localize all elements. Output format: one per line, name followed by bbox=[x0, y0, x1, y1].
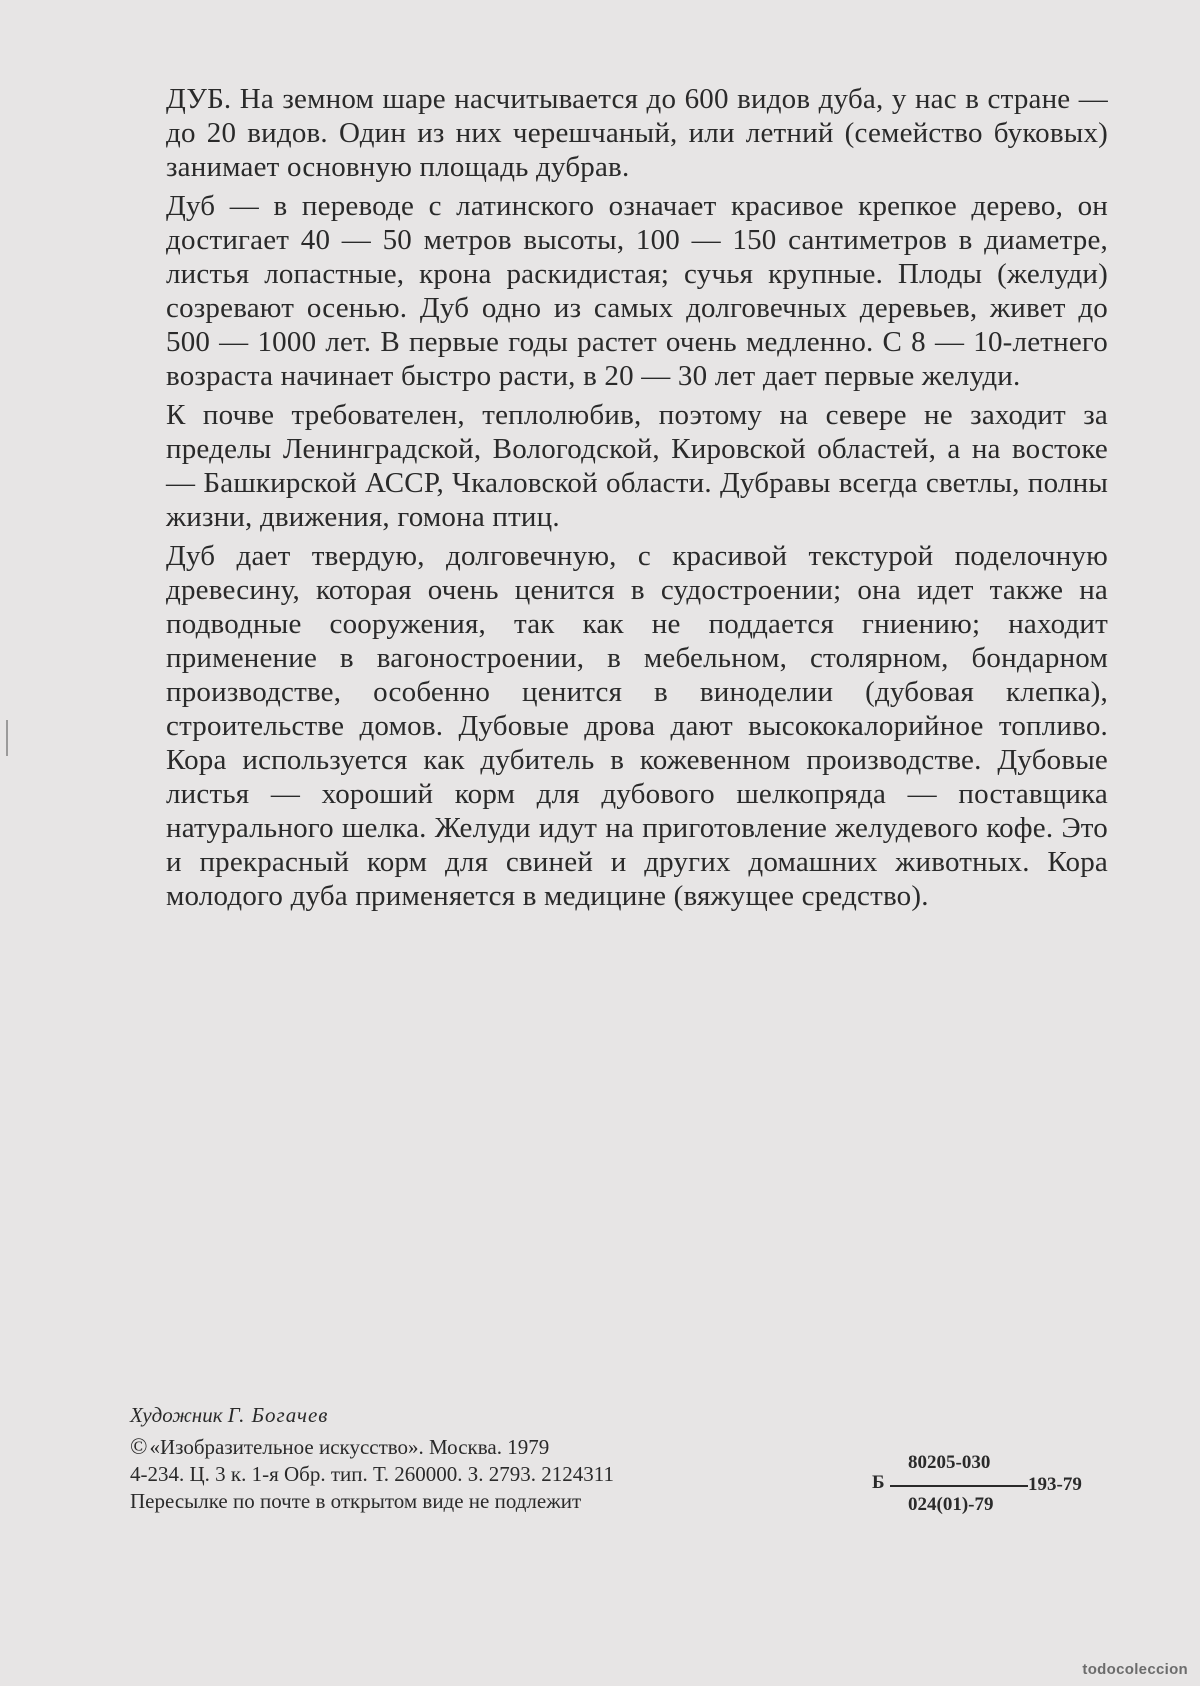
publisher-text: «Изобразительное искусство». Москва. 1979 bbox=[149, 1435, 550, 1459]
artist-credit bbox=[130, 1402, 328, 1428]
publisher-line bbox=[130, 1433, 810, 1461]
catalog-code-denominator: 024(01)-79 bbox=[908, 1494, 994, 1515]
paragraph-2: Дуб — в переводе с латинского означает красивое крепкое дерево, он достигает 40 — 50 метров высоты, 100 — 150 сантиметров в диаметре, листья лопастные, крона раскидистая; сучья крупные. Плоды (желуди) созревают осенью. Дуб одно из самых долговечных деревьев, живет до 500 — 1000 лет. В первые годы растет очень медленно. С 8 — 10-летнего возраста начинает быстро расти, в 20 — 30 лет дает первые желуди. bbox=[166, 190, 1108, 392]
watermark: todocoleccion bbox=[1082, 1661, 1188, 1678]
imprint-block bbox=[130, 1433, 810, 1515]
catalog-code bbox=[872, 1452, 1112, 1552]
paragraph-1: ДУБ. На земном шаре насчитывается до 600 видов дуба, у нас в стране — до 20 видов. Один из них черешчаный, или летний (семейство буковых) занимает основную площадь дубрав. bbox=[166, 83, 1108, 183]
copyright-symbol: © bbox=[130, 1434, 148, 1459]
page-edge-mark bbox=[6, 720, 8, 756]
paragraph-3: К почве требователен, теплолюбив, поэтому на севере не заходит за пределы Ленинградской, Вологодской, Кировской областей, а на востоке — Башкирской АССР, Чкаловской области. Дубравы всегда светлы, полны жизни, движения, гомона птиц. bbox=[166, 399, 1108, 533]
print-line: 4-234. Ц. 3 к. 1-я Обр. тип. Т. 260000. З. 2793. 2124311 bbox=[130, 1462, 614, 1486]
artist-name: Г. Богачев bbox=[227, 1403, 329, 1427]
catalog-code-letter: Б bbox=[872, 1472, 885, 1493]
mail-notice: Пересылке по почте в открытом виде не подлежит bbox=[130, 1489, 582, 1513]
catalog-code-fraction-line bbox=[890, 1485, 1028, 1487]
paragraph-4: Дуб дает твердую, долговечную, с красивой текстурой поделочную древесину, которая очень ценится в судостроении; она идет также на подводные сооружения, так как не поддается гниению; находит применение в вагоностроении, в мебельном, столярном, бондарном производстве, особенно ценится в виноделии (дубовая клепка), строительстве домов. Дубовые дрова дают высококалорийное топливо. Кора используется как дубитель в кожевенном производстве. Дубовые листья — хороший корм для дубового шелкопряда — поставщика натурального шелка. Желуди идут на приготовление желудевого кофе. Это и прекрасный корм для свиней и других домашних животных. Кора молодого дуба применяется в медицине (вяжущее средство). bbox=[166, 540, 1108, 912]
catalog-code-numerator: 80205-030 bbox=[908, 1452, 991, 1473]
artist-label: Художник bbox=[130, 1403, 223, 1427]
catalog-code-suffix: 193-79 bbox=[1028, 1474, 1082, 1495]
article-body bbox=[166, 82, 1108, 918]
